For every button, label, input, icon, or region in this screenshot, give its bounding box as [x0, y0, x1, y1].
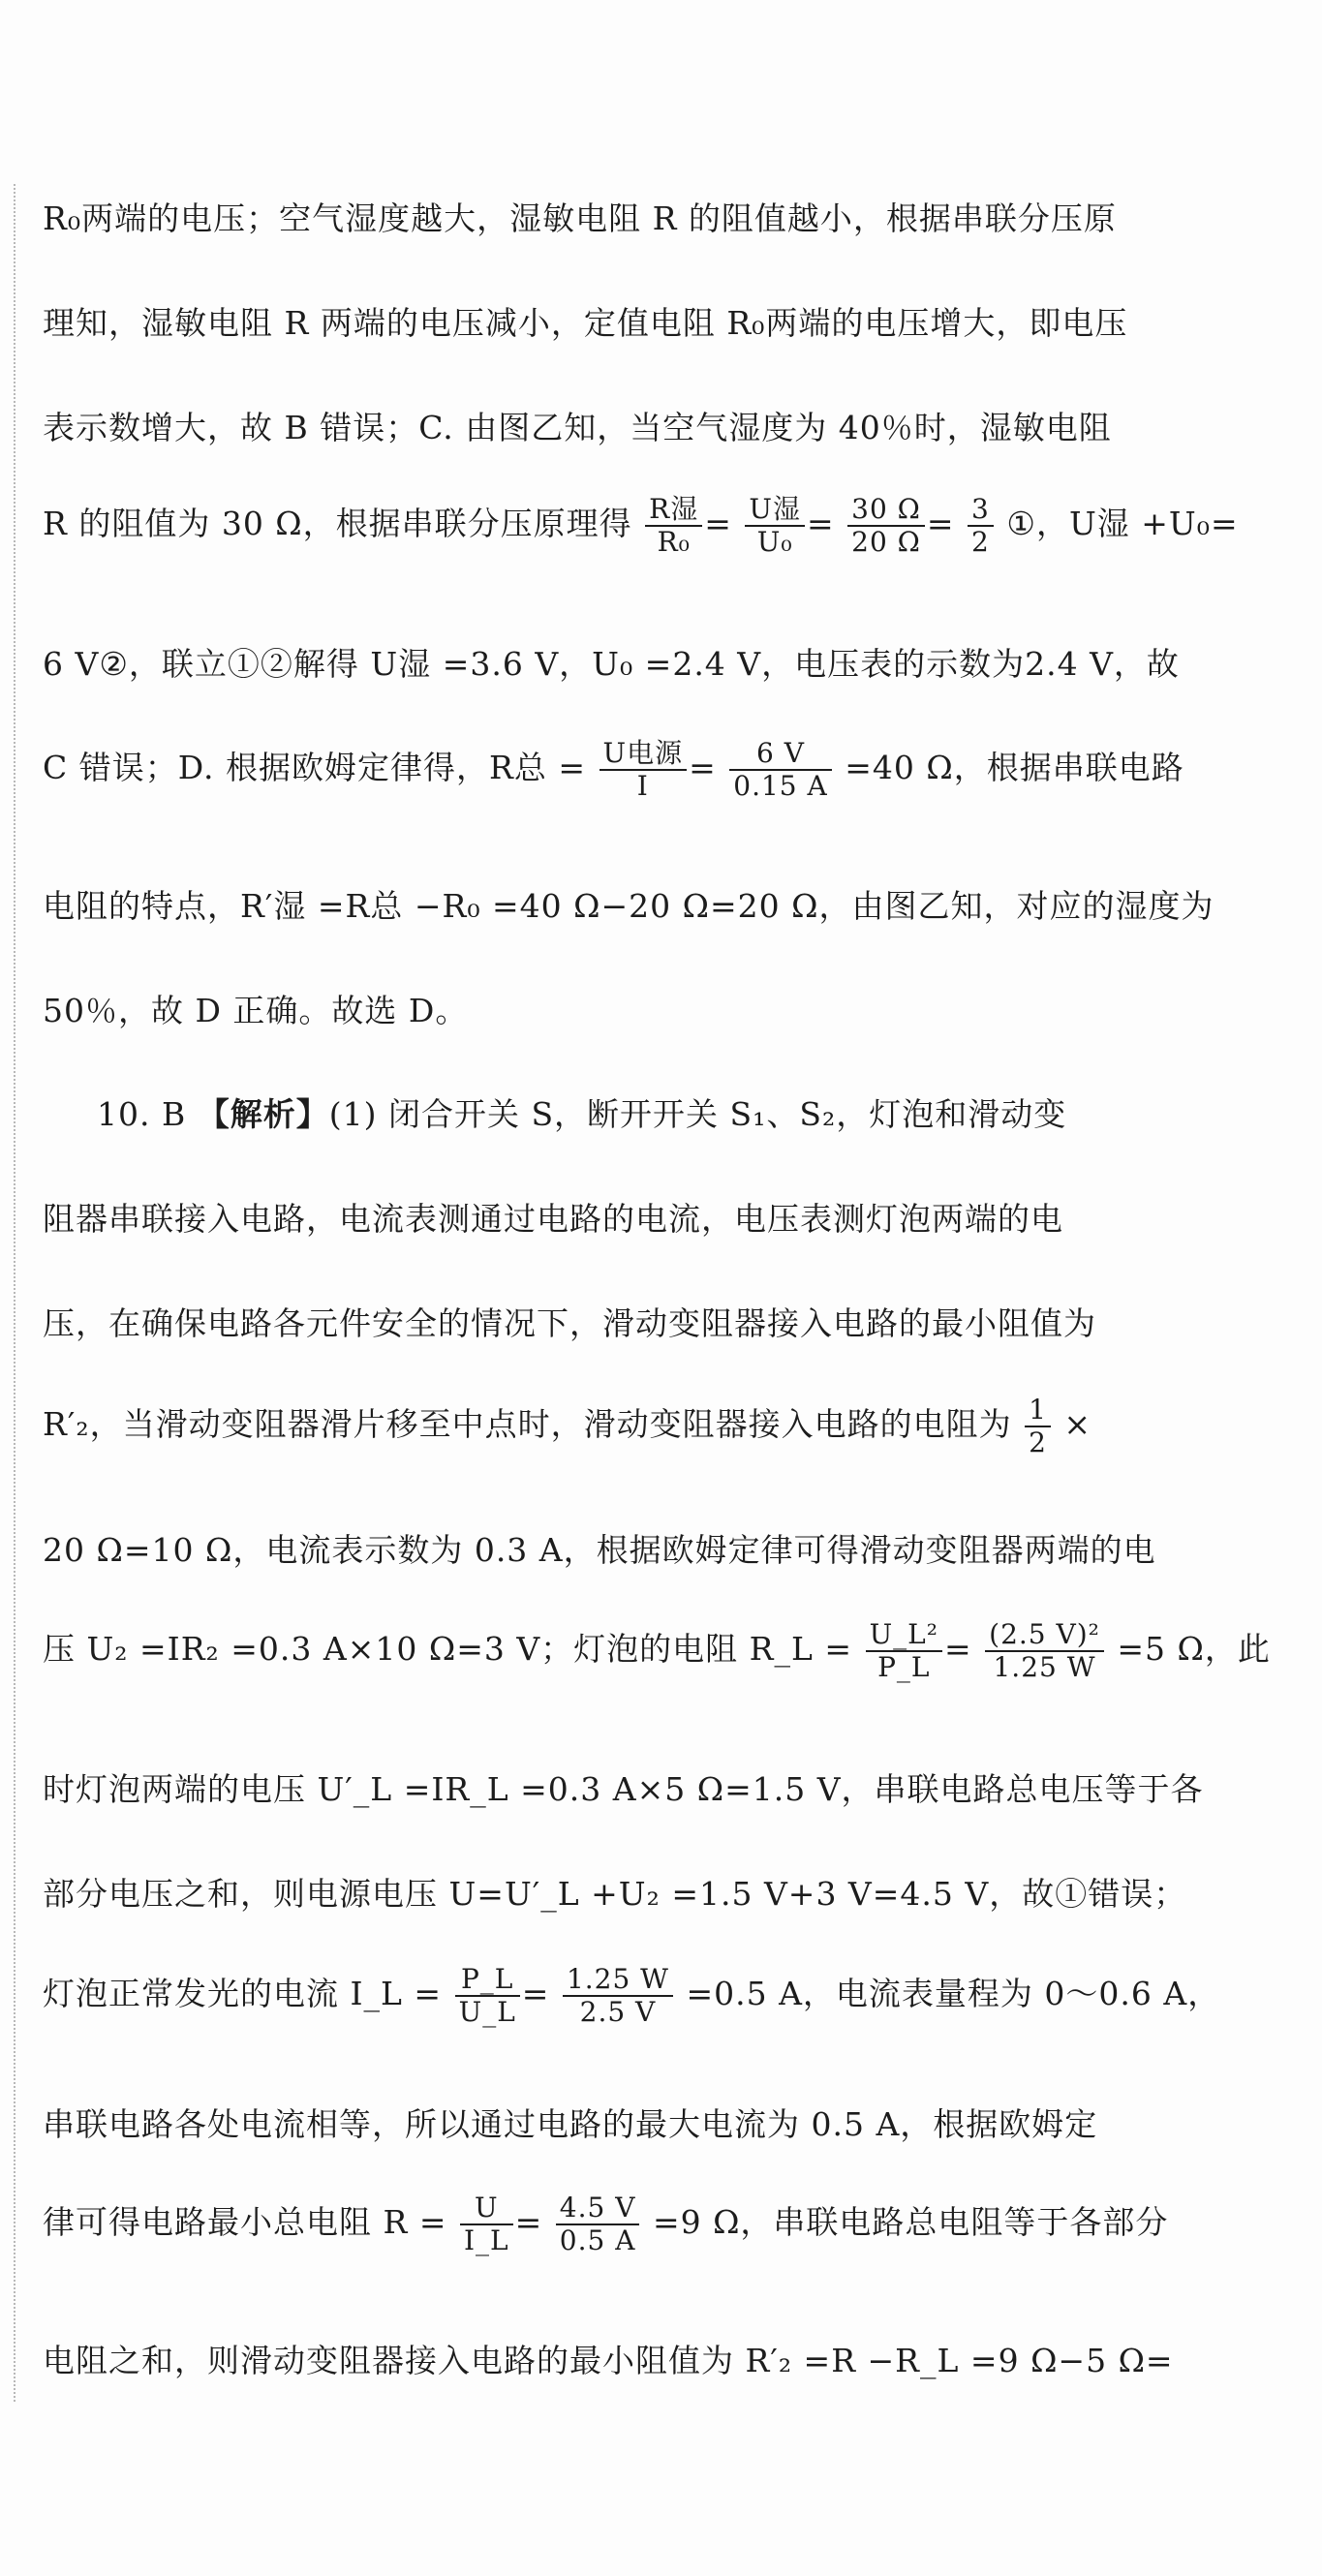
fraction-power-over-voltage: $\frac{1.25 W}{2.5 V}$ — [563, 1964, 673, 2028]
text-line-18: 串联电路各处电流相等，所以通过电路的最大电流为 0.5 A，根据欧姆定 — [43, 2105, 1098, 2143]
text-line-16: 部分电压之和，则电源电压 U=U′_L +U₂ =1.5 V+3 V=4.5 V，故①错误； — [43, 1875, 1187, 1913]
text-line-5: 6 V②，联立①②解得 U湿 =3.6 V，U₀ =2.4 V，电压表的示数为2.4 V，故 — [43, 645, 1180, 683]
fraction-voltage-over-current: $\frac{4.5 V}{0.5 A}$ — [556, 2193, 640, 2256]
text-line-8: 50％，故 D 正确。故选 D。 — [43, 992, 469, 1029]
fraction-voltage-squared-over-power: $\frac{\text{(2.5 V)²}}{1.25 W}$ — [985, 1619, 1104, 1683]
text-line-3: 表示数增大，故 B 错误；C. 由图乙知，当空气湿度为 40％时，湿敏电阻 — [43, 409, 1112, 446]
fraction-u-source-over-i: $\frac{\text{U电源}}{I}$ — [600, 738, 688, 802]
analysis-label: 【解析】 — [197, 1095, 329, 1133]
text-line-15: 时灯泡两端的电压 U′_L =IR_L =0.3 A×5 Ω=1.5 V，串联电路总电压等于各 — [43, 1770, 1204, 1808]
fraction-one-half: $\frac{1}{2}$ — [1025, 1395, 1051, 1458]
text-line-13: 20 Ω=10 Ω，电流表示数为 0.3 A，根据欧姆定律可得滑动变阻器两端的电 — [43, 1531, 1156, 1569]
text-line-11: 压，在确保电路各元件安全的情况下，滑动变阻器接入电路的最小阻值为 — [43, 1304, 1096, 1342]
fraction-ul2-over-pl: $\frac{\text{U\_L²}}{P\_L}$ — [866, 1619, 942, 1683]
text-line-10: 阻器串联接入电路，电流表测通过电路的电流，电压表测灯泡两端的电 — [43, 1200, 1063, 1238]
fraction-u-over-il: $\frac{U}{I\_L}$ — [460, 2193, 513, 2256]
text-line-14: 压 U₂ =IR₂ =0.3 A×10 Ω=3 V；灯泡的电阻 R_L = $\frac{\text{U\_L²}}{P\_L}$ = $\frac{\text{(2.5 V)²}}{1.25 W}$ =5 Ω，此 — [43, 1618, 1271, 1684]
text-line-9: 10. B 【解析】(1) 闭合开关 S，断开开关 S₁、S₂，灯泡和滑动变 — [97, 1095, 1067, 1133]
margin-dotted-line — [14, 184, 15, 2402]
fraction-r-ratio: $\frac{\text{R湿}}{\text{R₀}}$ — [645, 494, 702, 558]
fraction-6v-over-current: $\frac{6 V}{0.15 A}$ — [729, 738, 831, 802]
fraction-u-ratio: $\frac{\text{U湿}}{\text{U₀}}$ — [745, 494, 805, 558]
text-line-2: 理知，湿敏电阻 R 两端的电压减小，定值电阻 R₀两端的电压增大，即电压 — [43, 304, 1128, 342]
fraction-ohm-ratio: $\frac{30 \Omega}{20 \Omega}$ — [847, 494, 925, 558]
fraction-pl-over-ul: $\frac{P\_L}{U\_L}$ — [455, 1964, 520, 2028]
text-line-12: R′₂，当滑动变阻器滑片移至中点时，滑动变阻器接入电路的电阻为 $\frac{1}{2}$ × — [43, 1394, 1092, 1459]
text-line-17: 灯泡正常发光的电流 I_L = $\frac{P\_L}{U\_L}$ = $\frac{1.25 W}{2.5 V}$ =0.5 A，电流表量程为 0～0.6 A， — [43, 1963, 1221, 2029]
text-line-4: R 的阻值为 30 Ω，根据串联分压原理得 $\frac{\text{R湿}}{\text{R₀}}$ = $\frac{\text{U湿}}{\text{U₀}}$ = $\frac{30 \Omega}{20 \Omega}$ = $\frac{3}{2}$ ①，U湿 +U₀= — [43, 493, 1239, 559]
text-line-7: 电阻的特点，R′湿 =R总 −R₀ =40 Ω−20 Ω=20 Ω，由图乙知，对应的湿度为 — [43, 887, 1214, 925]
text-line-19: 律可得电路最小总电阻 R = $\frac{U}{I\_L}$ = $\frac{4.5 V}{0.5 A}$ =9 Ω，串联电路总电阻等于各部分 — [43, 2192, 1169, 2257]
text-line-1: R₀两端的电压；空气湿度越大，湿敏电阻 R 的阻值越小，根据串联分压原 — [43, 199, 1117, 237]
text-line-6: C 错误；D. 根据欧姆定律得，R总 = $\frac{\text{U电源}}{I}$ = $\frac{6 V}{0.15 A}$ =40 Ω，根据串联电路 — [43, 737, 1184, 803]
fraction-three-halves: $\frac{3}{2}$ — [968, 494, 994, 558]
text-line-20: 电阻之和，则滑动变阻器接入电路的最小阻值为 R′₂ =R −R_L =9 Ω−5 Ω= — [43, 2342, 1174, 2379]
